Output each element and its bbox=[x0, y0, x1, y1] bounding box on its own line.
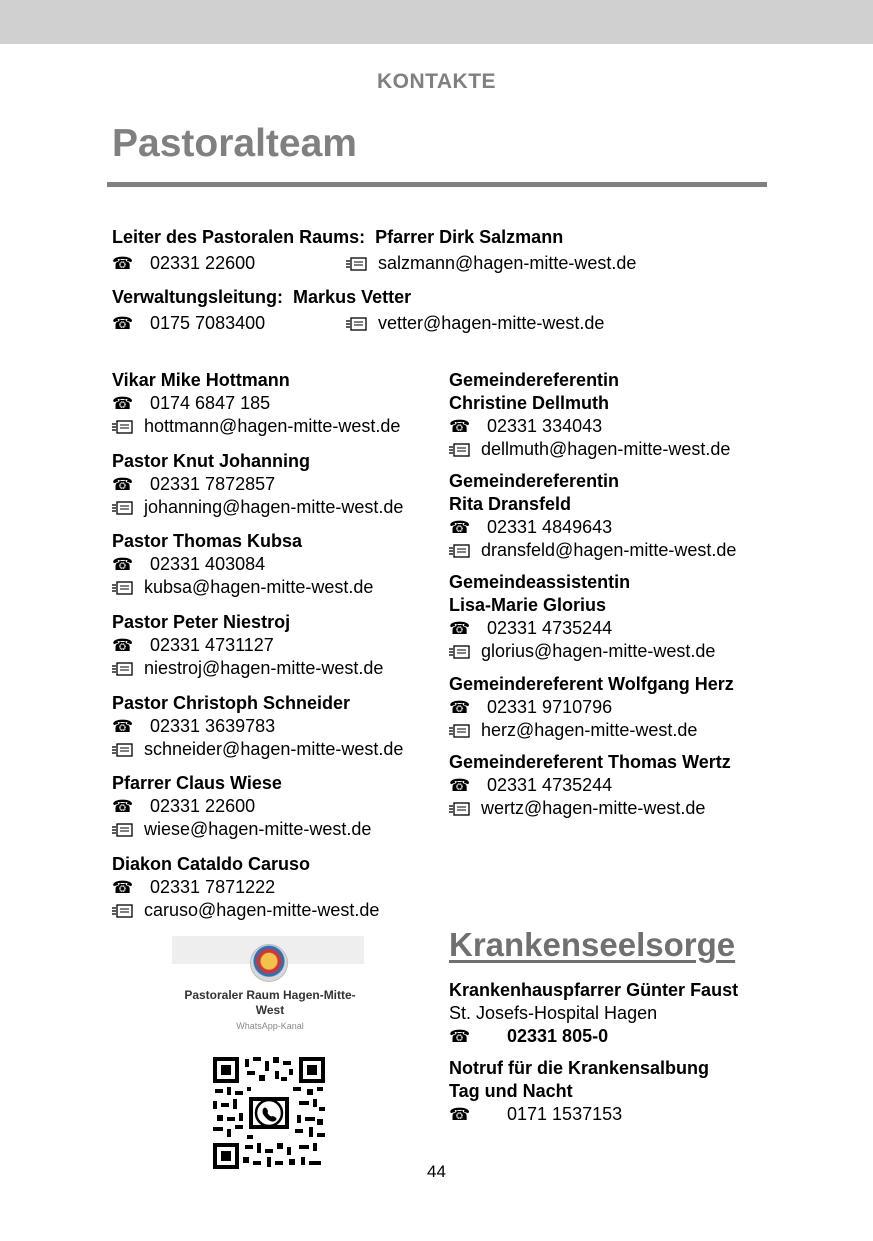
email-icon bbox=[112, 738, 134, 761]
admin-email[interactable]: vetter@hagen-mitte-west.de bbox=[378, 313, 605, 333]
contact-phone: 02331 334043 bbox=[487, 416, 603, 436]
qr-code[interactable] bbox=[213, 1057, 325, 1169]
contact-phone: 02331 7871222 bbox=[150, 877, 276, 897]
emergency-line2: Tag und Nacht bbox=[449, 1081, 573, 1101]
email-icon bbox=[449, 438, 471, 461]
contact-phone: 0174 6847 185 bbox=[150, 393, 271, 413]
telephone-icon: ☎ bbox=[112, 394, 134, 413]
contact-role: Gemeindereferentin bbox=[449, 370, 620, 390]
contact-phone: 02331 403084 bbox=[150, 554, 266, 574]
telephone-icon: ☎ bbox=[112, 314, 134, 333]
email-icon bbox=[346, 252, 368, 275]
contact-card bbox=[112, 853, 379, 922]
email-icon bbox=[112, 415, 134, 438]
contact-name: Pastor Christoph Schneider bbox=[112, 693, 351, 713]
contact-email[interactable]: wertz@hagen-mitte-west.de bbox=[481, 798, 706, 818]
chaplain-name: Krankenhauspfarrer Günter Faust bbox=[449, 980, 739, 1000]
chaplain-contact bbox=[449, 979, 738, 1048]
email-icon bbox=[449, 539, 471, 562]
emergency-phone: 0171 1537153 bbox=[507, 1104, 623, 1124]
contact-role: Gemeindereferentin bbox=[449, 471, 620, 491]
telephone-icon: ☎ bbox=[112, 717, 134, 736]
email-icon bbox=[449, 797, 471, 820]
telephone-icon: ☎ bbox=[449, 417, 471, 436]
contact-email[interactable]: wiese@hagen-mitte-west.de bbox=[144, 819, 372, 839]
telephone-icon: ☎ bbox=[449, 698, 471, 717]
contact-phone: 02331 4735244 bbox=[487, 775, 613, 795]
emergency-line1: Notruf für die Krankensalbung bbox=[449, 1058, 710, 1078]
contact-email[interactable]: hottmann@hagen-mitte-west.de bbox=[144, 416, 401, 436]
contact-name: Gemeindereferent Thomas Wertz bbox=[449, 752, 731, 772]
contact-email[interactable]: dransfeld@hagen-mitte-west.de bbox=[481, 540, 737, 560]
contact-name: Gemeindereferent Wolfgang Herz bbox=[449, 674, 734, 694]
contact-phone: 02331 22600 bbox=[150, 796, 256, 816]
telephone-icon: ☎ bbox=[449, 776, 471, 795]
email-icon bbox=[112, 657, 134, 680]
top-bar bbox=[0, 0, 873, 44]
telephone-icon: ☎ bbox=[112, 797, 134, 816]
email-icon bbox=[112, 818, 134, 841]
contact-name: Rita Dransfeld bbox=[449, 494, 572, 514]
contact-email[interactable]: herz@hagen-mitte-west.de bbox=[481, 720, 698, 740]
contact-card bbox=[449, 369, 730, 461]
email-icon bbox=[112, 899, 134, 922]
email-icon bbox=[346, 312, 368, 335]
contact-card bbox=[112, 772, 371, 841]
contact-name: Pastor Knut Johanning bbox=[112, 451, 310, 471]
contact-card bbox=[449, 470, 736, 562]
leader-label: Leiter des Pastoralen Raums: bbox=[112, 227, 366, 247]
page-title: Pastoralteam bbox=[112, 122, 357, 165]
leader-contact bbox=[112, 226, 636, 275]
email-icon bbox=[112, 496, 134, 519]
chaplain-phone: 02331 805-0 bbox=[507, 1026, 609, 1046]
contact-card bbox=[112, 611, 383, 680]
contact-email[interactable]: niestroj@hagen-mitte-west.de bbox=[144, 658, 384, 678]
contact-phone: 02331 4731127 bbox=[150, 635, 274, 655]
contact-name: Lisa-Marie Glorius bbox=[449, 595, 607, 615]
telephone-icon: ☎ bbox=[449, 1105, 471, 1124]
contact-card bbox=[112, 530, 373, 599]
contact-email[interactable]: johanning@hagen-mitte-west.de bbox=[144, 497, 404, 517]
page-number: 44 bbox=[427, 1162, 446, 1181]
contact-card bbox=[449, 673, 734, 742]
telephone-icon: ☎ bbox=[112, 254, 134, 273]
telephone-icon: ☎ bbox=[112, 636, 134, 655]
contact-email[interactable]: schneider@hagen-mitte-west.de bbox=[144, 739, 404, 759]
leader-name: Pfarrer Dirk Salzmann bbox=[375, 227, 564, 247]
krankenseelsorge-title: Krankenseelsorge bbox=[449, 926, 736, 963]
admin-label: Verwaltungsleitung: bbox=[112, 287, 284, 307]
section-label: KONTAKTE bbox=[376, 70, 497, 93]
contact-card bbox=[112, 369, 400, 438]
contact-name: Christine Dellmuth bbox=[449, 393, 610, 413]
contact-phone: 02331 9710796 bbox=[487, 697, 613, 717]
contact-phone: 02331 7872857 bbox=[150, 474, 276, 494]
contact-email[interactable]: caruso@hagen-mitte-west.de bbox=[144, 900, 380, 920]
contact-email[interactable]: dellmuth@hagen-mitte-west.de bbox=[481, 439, 731, 459]
title-divider bbox=[107, 182, 767, 187]
contact-email[interactable]: glorius@hagen-mitte-west.de bbox=[481, 641, 716, 661]
contact-phone: 02331 3639783 bbox=[150, 716, 276, 736]
contact-email[interactable]: kubsa@hagen-mitte-west.de bbox=[144, 577, 374, 597]
admin-contact bbox=[112, 286, 604, 335]
channel-subtitle: WhatsApp-Kanal bbox=[236, 1021, 304, 1031]
contact-phone: 02331 4735244 bbox=[487, 618, 613, 638]
contact-name: Pastor Peter Niestroj bbox=[112, 612, 291, 632]
leader-phone: 02331 22600 bbox=[150, 253, 256, 273]
telephone-icon: ☎ bbox=[449, 518, 471, 537]
contact-role: Gemeindeassistentin bbox=[449, 572, 631, 592]
contact-card bbox=[112, 450, 403, 519]
contact-card bbox=[449, 571, 715, 663]
contact-card bbox=[449, 751, 731, 820]
telephone-icon: ☎ bbox=[112, 555, 134, 574]
contact-name: Vikar Mike Hottmann bbox=[112, 370, 290, 390]
telephone-icon: ☎ bbox=[112, 475, 134, 494]
chaplain-place: St. Josefs-Hospital Hagen bbox=[449, 1003, 658, 1023]
telephone-icon: ☎ bbox=[449, 1027, 471, 1046]
channel-avatar bbox=[250, 944, 288, 982]
contact-name: Pfarrer Claus Wiese bbox=[112, 773, 282, 793]
telephone-icon: ☎ bbox=[449, 619, 471, 638]
contact-phone: 02331 4849643 bbox=[487, 517, 613, 537]
email-icon bbox=[449, 640, 471, 663]
contact-name: Diakon Cataldo Caruso bbox=[112, 854, 311, 874]
leader-email[interactable]: salzmann@hagen-mitte-west.de bbox=[378, 253, 637, 273]
telephone-icon: ☎ bbox=[112, 878, 134, 897]
channel-name: Pastoraler Raum Hagen-Mitte-West bbox=[184, 988, 356, 1017]
contact-card bbox=[112, 692, 403, 761]
admin-phone: 0175 7083400 bbox=[150, 313, 266, 333]
contact-name: Pastor Thomas Kubsa bbox=[112, 531, 303, 551]
emergency-contact bbox=[449, 1057, 709, 1126]
email-icon bbox=[112, 576, 134, 599]
admin-name: Markus Vetter bbox=[293, 287, 412, 307]
email-icon bbox=[449, 719, 471, 742]
